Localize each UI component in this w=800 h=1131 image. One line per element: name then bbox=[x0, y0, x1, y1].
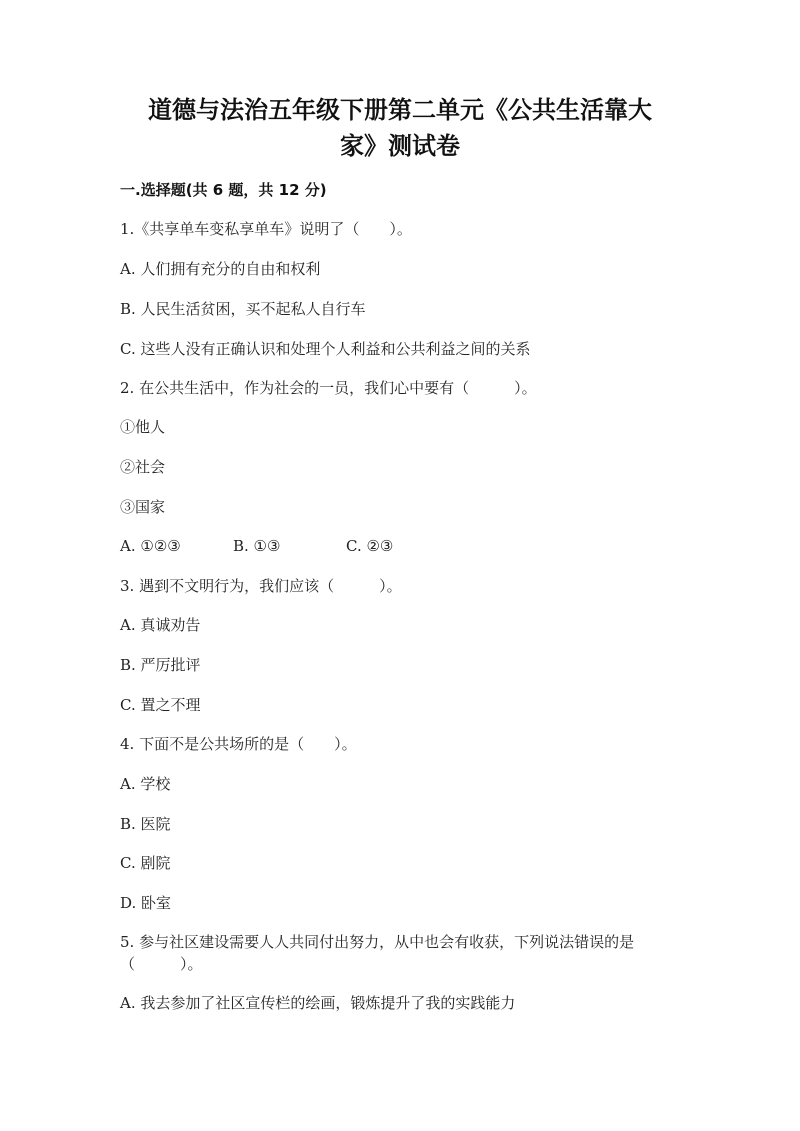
exam-title-line-1: 道德与法治五年级下册第二单元《公共生活靠大 bbox=[148, 96, 652, 124]
question-1-option-b: B. 人民生活贫困，买不起私人自行车 bbox=[120, 300, 366, 318]
question-2-item-2: ②社会 bbox=[120, 458, 166, 476]
question-2-item-3: ③国家 bbox=[120, 498, 166, 516]
question-2-stem: 2. 在公共生活中，作为社会的一员，我们心中要有（ ）。 bbox=[120, 379, 537, 397]
question-3-stem: 3. 遇到不文明行为，我们应该（ ）。 bbox=[120, 577, 402, 595]
question-5-option-a: A. 我去参加了社区宣传栏的绘画，锻炼提升了我的实践能力 bbox=[120, 994, 516, 1012]
question-2-option-a: A. ①②③ bbox=[120, 537, 181, 555]
question-2-option-b: B. ①③ bbox=[233, 537, 281, 555]
question-4-option-a: A. 学校 bbox=[120, 775, 171, 793]
question-3-option-a: A. 真诚劝告 bbox=[120, 616, 201, 634]
question-3-option-c: C. 置之不理 bbox=[120, 696, 201, 714]
question-3-option-b: B. 严厉批评 bbox=[120, 656, 201, 674]
exam-title bbox=[120, 92, 680, 164]
question-2-item-1: ①他人 bbox=[120, 418, 166, 436]
question-1-stem: 1.《共享单车变私享单车》说明了（ ）。 bbox=[120, 220, 412, 238]
section-heading: 一.选择题(共 6 题，共 12 分) bbox=[120, 181, 327, 199]
question-4-option-b: B. 医院 bbox=[120, 815, 171, 833]
exam-title-line-2: 家》测试卷 bbox=[340, 132, 460, 160]
question-1-option-a: A. 人们拥有充分的自由和权利 bbox=[120, 260, 321, 278]
question-5-stem-line-2: （ ）。 bbox=[120, 955, 203, 973]
question-4-option-d: D. 卧室 bbox=[120, 894, 172, 912]
question-2-option-c: C. ②③ bbox=[346, 537, 394, 555]
question-5-stem-line-1: 5. 参与社区建设需要人人共同付出努力，从中也会有收获，下列说法错误的是 bbox=[120, 933, 635, 951]
question-4-stem: 4. 下面不是公共场所的是（ ）。 bbox=[120, 735, 357, 753]
question-1-option-c: C. 这些人没有正确认识和处理个人利益和公共利益之间的关系 bbox=[120, 340, 531, 358]
question-4-option-c: C. 剧院 bbox=[120, 854, 171, 872]
